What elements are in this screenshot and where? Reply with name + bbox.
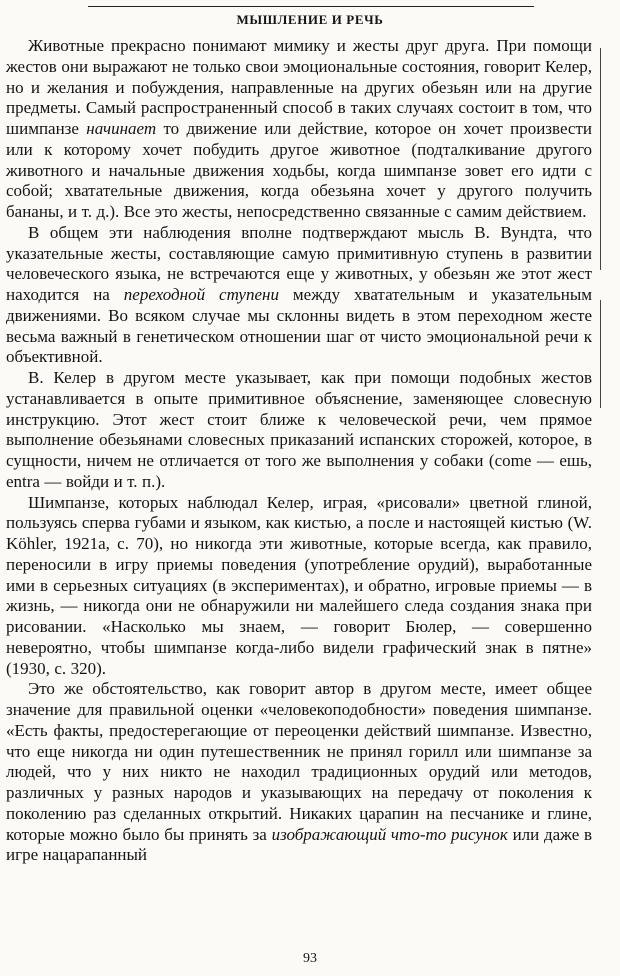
page-number: 93: [303, 951, 317, 966]
paragraph-5: [6, 679, 592, 866]
paragraph-2: [6, 223, 592, 368]
paragraph-4-text: Шимпанзе, которых наблюдал Келер, играя, «рисовали» цветной глиной, пользуясь сперва губами и языком, как кистью, а после и настоящей кистью (W. Köhler, 1921а, с. 70), но никогда эти животные, которые всегда, как правило, переносили в игру приемы поведения (употребление орудий), выработанные ими в серьезных ситуациях (в экспериментах), и обратно, игровые приемы — в жизнь, — никогда они не обнаружили ни малейшего следа создания знака при рисовании. «Насколько мы знаем, — говорит Бюлер, — совершенно невероятно, чтобы шимпанзе когда-либо видели графический знак в пятне» (1930, с. 320).: [6, 492, 592, 678]
paragraph-3: [6, 368, 592, 493]
paragraph-1-italic: начинает: [86, 119, 157, 138]
paragraph-5-italic: изображающий что-то рисунок: [271, 824, 508, 844]
paragraph-4: [6, 493, 592, 680]
paragraph-3-text: В. Келер в другом месте указывает, как при помощи подобных жестов устанавливается в опыте примитивное объяснение, заменяющее словесную инструкцию. Этот жест стоит ближе к человеческой речи, чем прямое выполнение обезьянами словесных приказаний испанских сторожей, которое, в сущности, ничем не отличается от того же выполнения у собаки (come — ешь, entra — войди и т. п.).: [6, 368, 592, 491]
margin-pencil-mark: [600, 48, 601, 270]
text-column: [6, 36, 592, 866]
paragraph-1-text: Животные прекрасно понимают мимику и жесты друг друга. При помощи жестов они выражают не только свои эмоциональные состояния, говорит Келер, но и желания и побуждения, направленные на других обезьян или на другие предметы. Самый распространенный способ в таких случаях состоит в том, что шимпанзе: [6, 36, 592, 138]
paragraph-5-text: Это же обстоятельство, как говорит автор в другом месте, имеет общее значение для правильной оценки «человекоподобности» поведения шимпанзе. «Есть факты, предостерегающие от переоценки действий шимпанзе. Известно, что еще никогда ни один путешественник не принял горилл или шимпанзе за людей, что у них никто не находил традиционных орудий или методов, различных у разных народов и указывающих на передачу от поколения к поколению раз сделанных открытий. Никаких царапин на песчанике и глине, которые можно было бы принять за: [6, 679, 592, 844]
paragraph-2-italic: переходной ступени: [123, 285, 279, 304]
paragraph-2-text: В общем эти наблюдения вполне подтверждают мысль В. Вундта, что указательные жесты, составляющие самую примитивную ступень в развитии человеческого языка, не встречаются еще у животных, у обезьян же этот жест находится на: [6, 222, 592, 304]
paragraph-1: [6, 36, 592, 223]
header-rule: [88, 6, 534, 7]
paragraph-2-text-end: между хватательным и указательным движениями. Во всяком случае мы склонны видеть в этом переходном жесте весьма важный в генетическом отношении шаг от чисто эмоциональной речи к объективной.: [6, 285, 592, 367]
margin-pencil-mark: [600, 300, 601, 408]
paragraph-1-text-end: то движение или действие, которое он хочет произвести или к которому хочет побудить другое животное (подталкивание другого животного и начальные движения ходьбы, когда шимпанзе зовет его идти с собой; хватательные движения, когда обезьяна хочет у другого получить бананы, и т. д.). Все это жесты, непосредственно связанные с самим действием.: [6, 119, 592, 221]
running-title: МЫШЛЕНИЕ И РЕЧЬ: [236, 12, 384, 27]
paragraph-5-text-end: или даже в игре нацарапанный: [6, 824, 592, 865]
